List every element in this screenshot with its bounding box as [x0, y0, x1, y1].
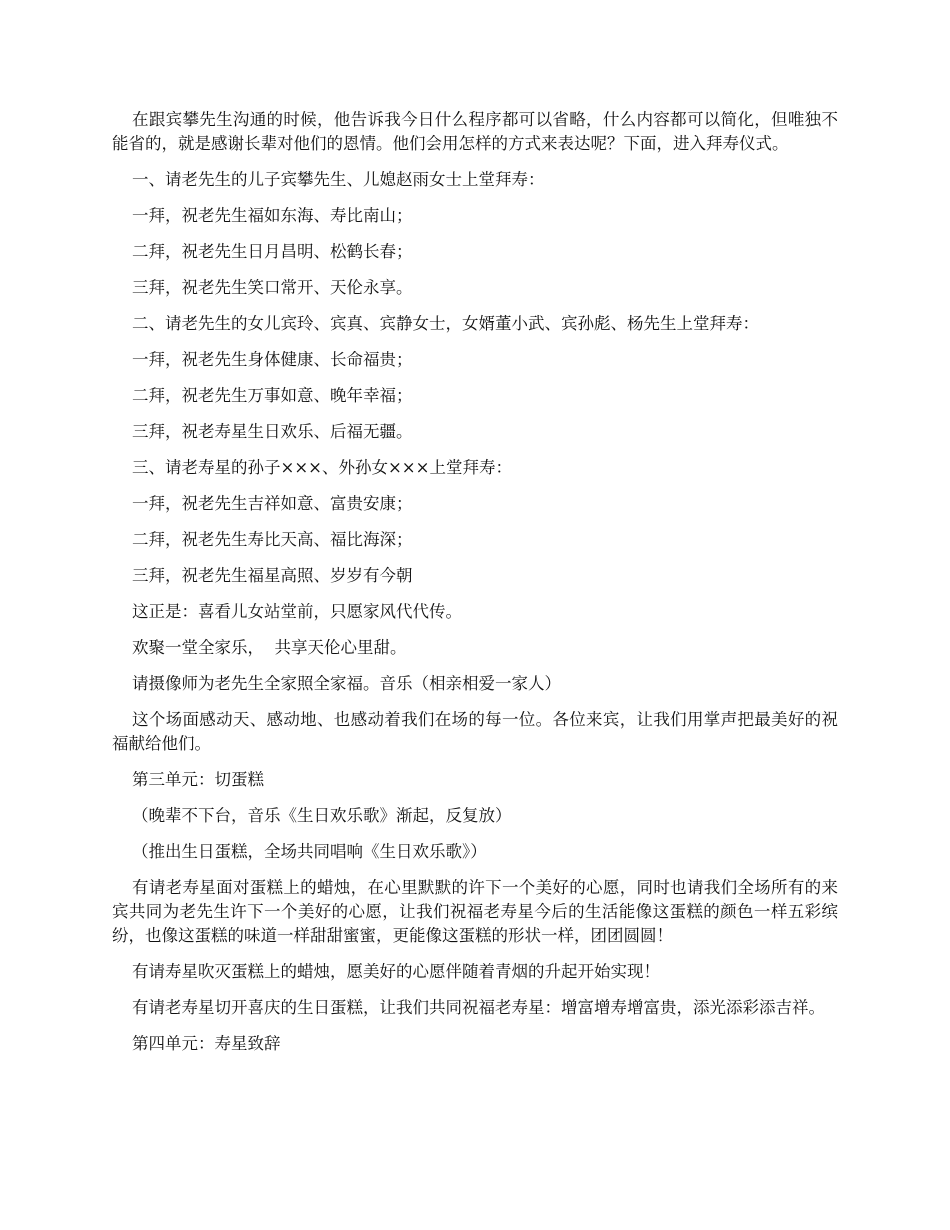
paragraph-son-blessing-heading: 一、请老先生的儿子宾攀先生、儿媳赵雨女士上堂拜寿：	[132, 170, 545, 189]
paragraph-stage-note-2: （推出生日蛋糕，全场共同唱响《生日欢乐歌》）	[132, 842, 487, 861]
paragraph-son-bow-1: 一拜，祝老先生福如东海、寿比南山；	[132, 206, 413, 225]
paragraph-grandchild-bow-2: 二拜，祝老先生寿比天高、福比海深；	[132, 530, 413, 549]
section-heading-unit-4: 第四单元：寿星致辞	[132, 1034, 281, 1053]
document-body	[112, 108, 838, 1068]
paragraph-grandchild-bow-3: 三拜，祝老先生福星高照、岁岁有今朝	[132, 566, 413, 585]
paragraph-couplet-1: 这正是：喜看儿女站堂前，只愿家风代代传。	[132, 602, 462, 621]
paragraph-intro: 在跟宾攀先生沟通的时候，他告诉我今日什么程序都可以省略，什么内容都可以简化，但唯独不能省的，就是感谢长辈对他们的恩情。他们会用怎样的方式来表达呢？下面，进入拜寿仪式。	[112, 110, 838, 153]
section-heading-unit-3: 第三单元：切蛋糕	[132, 770, 264, 789]
paragraph-grandchild-bow-1: 一拜，祝老先生吉祥如意、富贵安康；	[132, 494, 413, 513]
paragraph-applause: 这个场面感动天、感动地、也感动着我们在场的每一位。各位来宾，让我们用掌声把最美好的祝福献给他们。	[112, 710, 838, 753]
paragraph-grandchild-blessing-heading: 三、请老寿星的孙子×××、外孙女×××上堂拜寿：	[132, 458, 512, 477]
paragraph-son-bow-3: 三拜，祝老先生笑口常开、天伦永享。	[132, 278, 413, 297]
paragraph-family-photo: 请摄像师为老先生全家照全家福。音乐（相亲相爱一家人）	[132, 674, 561, 693]
paragraph-daughter-bow-2: 二拜，祝老先生万事如意、晚年幸福；	[132, 386, 413, 405]
paragraph-daughter-bow-3: 三拜，祝老寿星生日欢乐、后福无疆。	[132, 422, 413, 441]
paragraph-daughter-bow-1: 一拜，祝老先生身体健康、长命福贵；	[132, 350, 413, 369]
paragraph-cut-cake: 有请老寿星切开喜庆的生日蛋糕，让我们共同祝福老寿星：增富增寿增富贵，添光添彩添吉祥。	[132, 998, 825, 1017]
paragraph-wish: 有请老寿星面对蛋糕上的蜡烛，在心里默默的许下一个美好的心愿，同时也请我们全场所有的来宾共同为老先生许下一个美好的心愿，让我们祝福老寿星今后的生活能像这蛋糕的颜色一样五彩缤纷，也像这蛋糕的味道一样甜甜蜜蜜，更能像这蛋糕的形状一样，团团圆圆！	[112, 878, 838, 945]
paragraph-blow-candles: 有请寿星吹灭蛋糕上的蜡烛，愿美好的心愿伴随着青烟的升起开始实现！	[132, 962, 660, 981]
paragraph-stage-note-1: （晚辈不下台，音乐《生日欢乐歌》渐起，反复放）	[132, 806, 512, 825]
paragraph-daughter-blessing-heading: 二、请老先生的女儿宾玲、宾真、宾静女士，女婿董小武、宾孙彪、杨先生上堂拜寿：	[132, 314, 759, 333]
paragraph-couplet-2: 欢聚一堂全家乐， 共享天伦心里甜。	[132, 638, 407, 657]
paragraph-son-bow-2: 二拜，祝老先生日月昌明、松鹤长春；	[132, 242, 413, 261]
